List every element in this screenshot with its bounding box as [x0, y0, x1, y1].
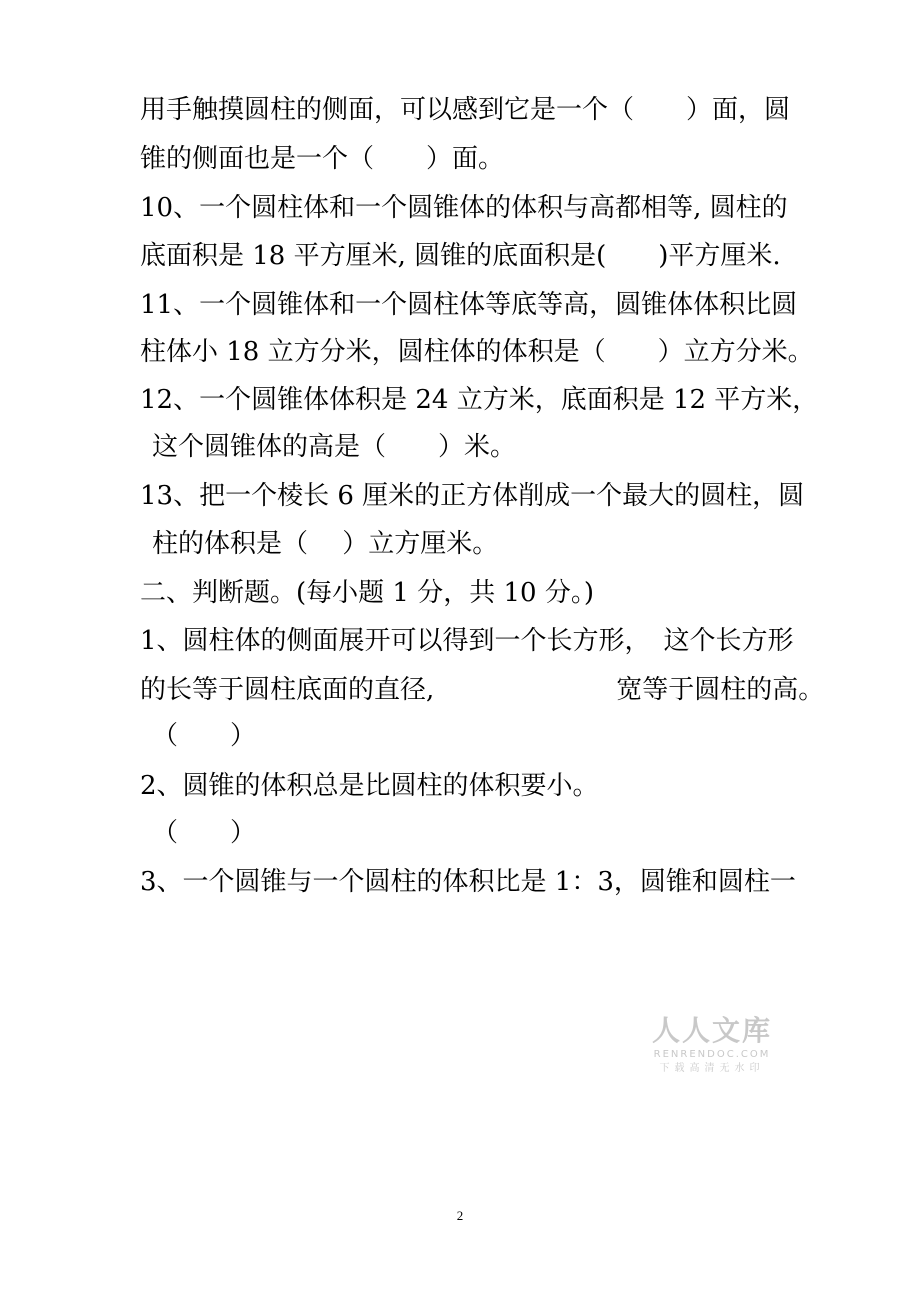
answer-blank: （ ）	[152, 818, 257, 848]
section-heading: 二、判断题。(每小题 1 分，共 10 分。)	[140, 578, 594, 608]
watermark-title: 人人文库	[651, 1014, 772, 1047]
text-line: 13、把一个棱长 6 厘米的正方体削成一个最大的圆柱，圆	[140, 481, 805, 511]
text-line: 柱的体积是（ ）立方厘米。	[152, 529, 499, 559]
text-line: 的长等于圆柱底面的直径, 宽等于圆柱的高。	[140, 675, 825, 705]
text-line: 锥的侧面也是一个（ ）面。	[140, 144, 505, 174]
answer-blank: （ ）	[152, 721, 257, 751]
text-line: 3、一个圆锥与一个圆柱的体积比是 1：3，圆锥和圆柱一	[140, 867, 796, 897]
text-line: 底面积是 18 平方厘米, 圆锥的底面积是( )平方厘米.	[140, 241, 781, 271]
watermark-tagline: 下载高清无水印	[659, 1063, 765, 1074]
text-line: 2、圆锥的体积总是比圆柱的体积要小。	[140, 771, 599, 801]
text-line: 11、一个圆锥体和一个圆柱体等底等高，圆锥体体积比圆	[140, 290, 798, 320]
text-line: 10、一个圆柱体和一个圆锥体的体积与高都相等, 圆柱的	[140, 193, 788, 223]
page-number: 2	[456, 1208, 464, 1223]
text-line: 这个圆锥体的高是（ ）米。	[152, 432, 517, 462]
text-line: 柱体小 18 立方分米，圆柱体的体积是（ ）立方分米。	[140, 337, 814, 367]
watermark-domain: RENRENDOC.COM	[653, 1049, 771, 1060]
text-line: 用手触摸圆柱的侧面，可以感到它是一个（ ）面，圆	[140, 95, 791, 125]
text-line: 1、圆柱体的侧面展开可以得到一个长方形， 这个长方形	[140, 626, 794, 656]
watermark-logo	[642, 1014, 782, 1076]
text-line: 12、一个圆锥体体积是 24 立方米，底面积是 12 平方米，	[140, 385, 819, 415]
